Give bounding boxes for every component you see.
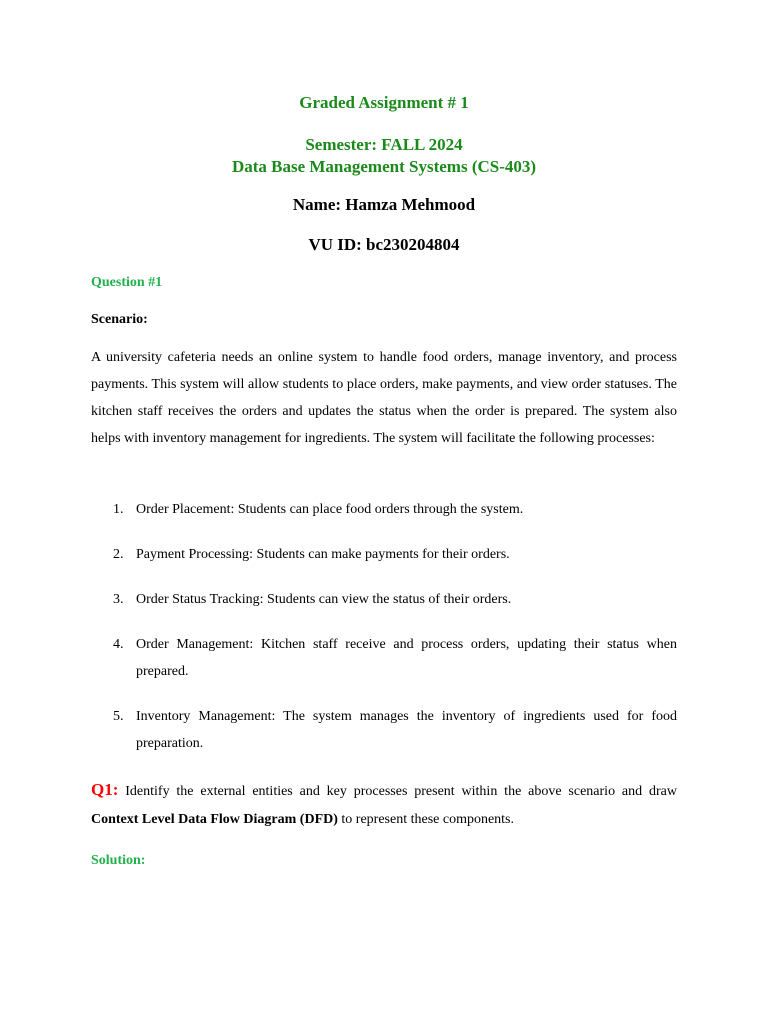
- question-heading: Question #1: [91, 275, 163, 290]
- q1-label: Q1:: [91, 780, 119, 799]
- course-info: [0, 134, 768, 178]
- list-item: [91, 586, 677, 613]
- list-item: [91, 541, 677, 568]
- list-item-text: Payment Processing: Students can make payments for their orders.: [136, 547, 510, 562]
- semester-line: Semester: FALL 2024: [305, 135, 463, 154]
- q1-text-start: Identify the external entities and key processes present within the above scenario and draw: [118, 784, 677, 799]
- assignment-title: Graded Assignment # 1: [299, 93, 469, 112]
- student-vu-id: VU ID: bc230204804: [308, 235, 460, 254]
- list-item-text: Order Status Tracking: Students can view the status of their orders.: [136, 592, 512, 607]
- q1-text-end: to represent these components.: [337, 812, 515, 827]
- list-item-number: 4.: [113, 637, 124, 652]
- list-item-number: 3.: [113, 592, 124, 607]
- solution-heading: Solution:: [91, 853, 146, 868]
- list-item: [91, 496, 677, 523]
- list-item-number: 5.: [113, 709, 124, 724]
- course-line: Data Base Management Systems (CS-403): [231, 157, 537, 176]
- student-name: Name: Hamza Mehmood: [292, 195, 476, 214]
- process-list: [91, 496, 677, 775]
- list-item-text: Inventory Management: The system manages the inventory of ingredients used for food preparation.: [136, 709, 677, 751]
- q1-dfd-term: Context Level Data Flow Diagram (DFD): [91, 812, 338, 827]
- scenario-heading: Scenario:: [91, 312, 148, 327]
- list-item-number: 2.: [113, 547, 124, 562]
- scenario-paragraph: A university cafeteria needs an online system to handle food orders, manage inventory, and process payments. This system will allow students to place orders, make payments, and view order statuses. The kitchen staff receives the orders and updates the status when the order is prepared. The system also helps with inventory management for ingredients. The system will facilitate the following processes:: [91, 350, 677, 446]
- list-item: [91, 703, 677, 757]
- q1-paragraph: [91, 776, 677, 834]
- list-item-number: 1.: [113, 502, 124, 517]
- list-item: [91, 631, 677, 685]
- list-item-text: Order Placement: Students can place food orders through the system.: [136, 502, 524, 517]
- list-item-text: Order Management: Kitchen staff receive and process orders, updating their status when prepared.: [136, 637, 677, 679]
